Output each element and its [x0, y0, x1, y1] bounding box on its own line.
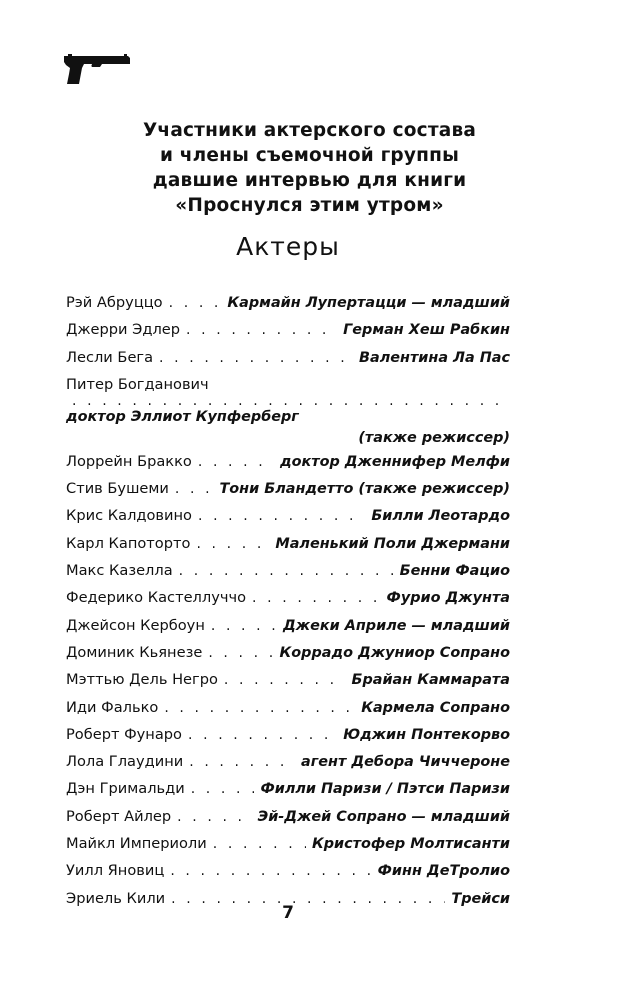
role-name: доктор Дженнифер Мелфи [279, 453, 510, 470]
actor-name: Лола Глаудини [66, 753, 184, 771]
role-name: Филли Паризи / Пэтси Паризи [260, 781, 510, 798]
dot-leader [211, 618, 277, 634]
cast-entry [66, 644, 510, 671]
dot-leader [252, 590, 381, 606]
actor-name: Доминик Кьянезе [66, 643, 203, 661]
role-name: Маленький Поли Джермани [275, 535, 510, 552]
heading-line: и члены съемочной группы [159, 145, 460, 166]
dot-leader [191, 781, 255, 797]
page-number: 7 [282, 903, 294, 923]
dot-leader [189, 754, 295, 770]
dot-leader [196, 536, 269, 552]
cast-entry [66, 321, 510, 348]
dot-leader [164, 700, 355, 716]
cast-entry [66, 376, 510, 453]
role-name: Бенни Фацио [399, 563, 510, 580]
role-name: Валентина Ла Пас [359, 349, 510, 366]
role-name: Герман Хеш Рабкин [343, 322, 510, 339]
cast-entry [66, 671, 510, 698]
dot-leader [224, 672, 346, 688]
pistol-icon [62, 52, 132, 86]
dot-leader [198, 508, 365, 524]
heading-line: «Проснулся этим утром» [175, 195, 444, 216]
actor-name: Роберт Айлер [66, 807, 172, 825]
dot-leader [177, 809, 252, 825]
dot-leader [175, 481, 214, 497]
role-name: Фурио Джунта [386, 590, 510, 607]
actor-name: Майкл Империоли [66, 835, 207, 853]
role-name: доктор Эллиот Купферберг [66, 408, 299, 425]
role-name: Финн ДеТролио [377, 863, 510, 880]
cast-entry [66, 780, 510, 807]
cast-entry [66, 294, 510, 321]
role-name: Джеки Априле — младший [282, 617, 510, 634]
cast-entry [66, 753, 510, 780]
cast-entry [66, 617, 510, 644]
cast-entry [66, 453, 510, 480]
actor-name: Джейсон Кербоун [66, 616, 205, 634]
role-name: Эй-Джей Сопрано — младший [257, 808, 510, 825]
actor-name: Карл Капоторто [66, 534, 191, 552]
dot-leader [169, 295, 222, 311]
actor-name: Рэй Абруццо [66, 294, 163, 311]
cast-entry [66, 726, 510, 753]
cast-entry [66, 507, 510, 534]
cast-list [66, 294, 510, 917]
role-name: Кармайн Лупертацци — младший [227, 295, 510, 311]
actor-name: Питер Богданович [66, 375, 209, 393]
actor-name: Макс Казелла [66, 562, 173, 580]
dot-leader [208, 645, 273, 661]
actor-name: Дэн Гримальди [66, 780, 185, 798]
role-name: Кармела Сопрано [361, 699, 510, 716]
role-name: Кристофер Молтисанти [311, 836, 510, 853]
section-title: Актеры [236, 232, 340, 261]
dot-leader [213, 836, 306, 852]
actor-name: Лоррейн Бракко [66, 452, 192, 470]
cast-entry [66, 535, 510, 562]
dot-leader [159, 350, 353, 366]
actor-name: Крис Калдовино [66, 507, 192, 525]
cast-entry [66, 480, 510, 507]
actor-name: Федерико Кастеллуччо [66, 589, 247, 607]
cast-entry [66, 562, 510, 589]
cast-entry [66, 699, 510, 726]
actor-name: Иди Фалько [66, 698, 159, 716]
actor-name: Мэттью Дель Негро [66, 671, 218, 689]
role-name: агент Дебора Чиччероне [301, 754, 510, 771]
dot-leader [186, 322, 337, 338]
role-name: Трейси [451, 890, 510, 907]
cast-entry [66, 808, 510, 835]
dot-leader [179, 563, 394, 579]
role-name: Тони Бландетто (также режиссер) [219, 481, 510, 498]
role-name: Коррадо Джуниор Сопрано [279, 644, 510, 661]
role-name: Билли Леотардо [371, 508, 510, 525]
heading-line: Участники актерского состава [142, 120, 477, 141]
role-name: Юджин Понтекорво [343, 726, 510, 743]
cast-entry [66, 862, 510, 889]
dot-leader [198, 454, 274, 470]
actor-name: Роберт Фунаро [66, 725, 182, 743]
cast-entry [66, 835, 510, 862]
dot-leader [72, 393, 504, 409]
actor-name: Стив Бушеми [66, 480, 169, 498]
actor-name: Лесли Бега [66, 348, 154, 366]
actor-name: Уилл Яновиц [66, 862, 165, 880]
cast-entry [66, 589, 510, 616]
dot-leader [188, 727, 337, 743]
role-name: Брайан Каммарата [351, 672, 510, 689]
actor-name: Джерри Эдлер [66, 321, 181, 339]
heading-line: давшие интервью для книги [152, 170, 467, 191]
page-heading [0, 118, 619, 218]
actor-name: Эриель Кили [66, 889, 166, 907]
dot-leader [170, 863, 371, 879]
role-name-continuation: (также режиссер) [358, 429, 510, 446]
cast-entry [66, 349, 510, 376]
